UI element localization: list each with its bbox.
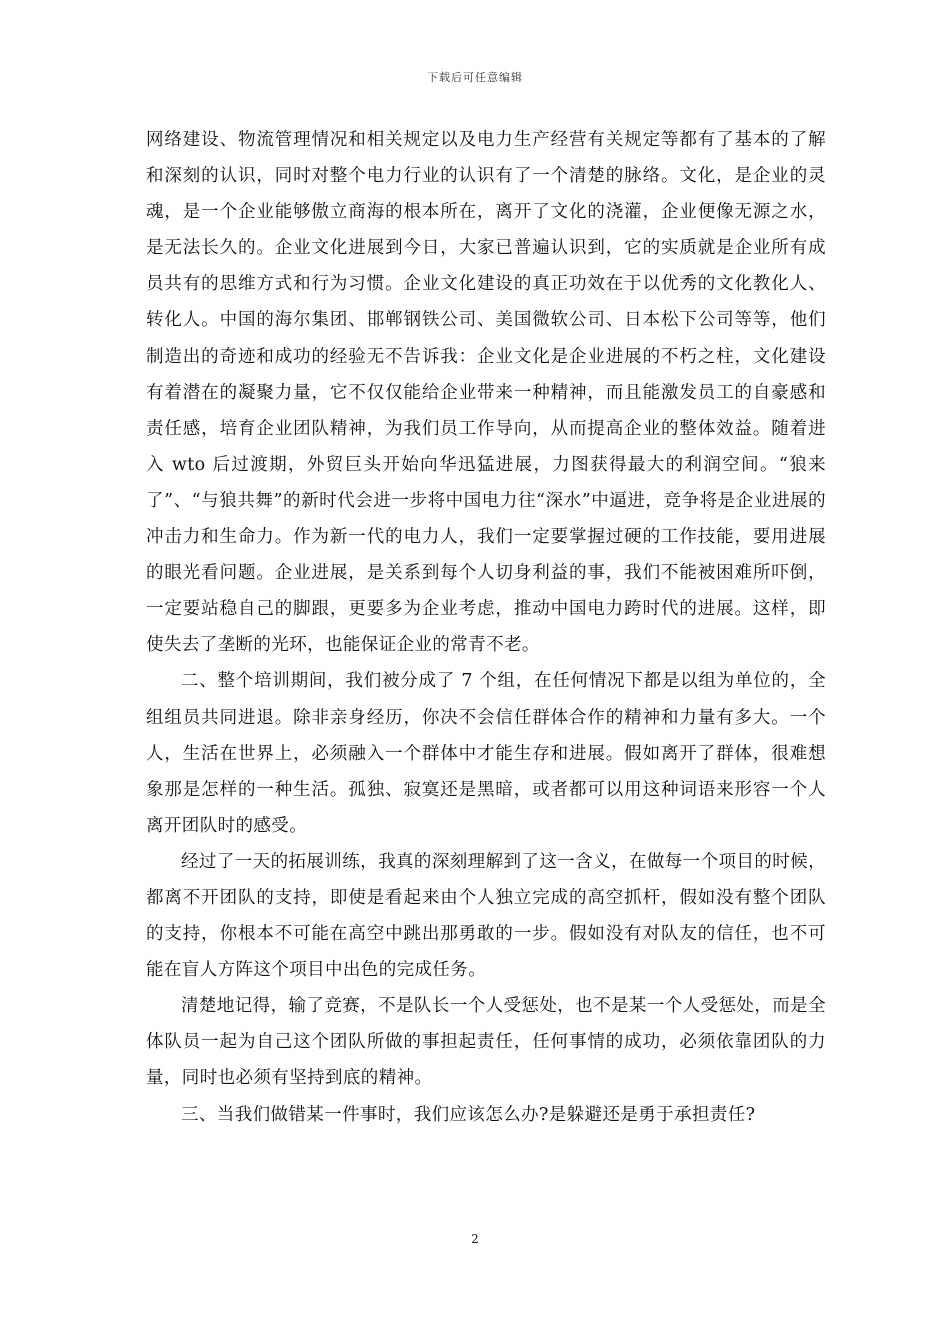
- page-header: 下载后可任意编辑: [427, 71, 523, 84]
- paragraph-section-three: 三、当我们做错某一件事时，我们应该怎么办?是躲避还是勇于承担责任?: [181, 1104, 756, 1125]
- paragraph-training-reflection: 经过了一天的拓展训练，我真的深刻理解到了这一含义，在做每一个项目的时候，都离不开团队的支持，即使是看起来由个人独立完成的高空抓杆，假如没有整个团队的支持，你根本不可能在高空中跳出那勇敢的一步。假如没有对队友的信任，也不可能在盲人方阵这个项目中出色的完成任务。: [146, 851, 826, 981]
- document-body: [146, 122, 826, 1133]
- page-number: 2: [471, 1232, 479, 1246]
- paragraph-continuation: 网络建设、物流管理情况和相关规定以及电力生产经营有关规定等都有了基本的了解和深刻的认识，同时对整个电力行业的认识有了一个清楚的脉络。文化，是企业的灵魂，是一个企业能够傲立商海的根本所在，离开了文化的浇灌，企业便像无源之水，是无法长久的。企业文化进展到今日，大家已普遍认识到，它的实质就是企业所有成员共有的思维方式和行为习惯。企业文化建设的真正功效在于以优秀的文化教化人、转化人。中国的海尔集团、邯郸钢铁公司、美国微软公司、日本松下公司等等，他们制造出的奇迹和成功的经验无不告诉我：企业文化是企业进展的不朽之柱，文化建设有着潜在的凝聚力量，它不仅仅能给企业带来一种精神，而且能激发员工的自豪感和责任感，培育企业团队精神，为我们员工作导向，从而提高企业的整体效益。随着进入 wto 后过渡期，外贸巨头开始向华迅猛进展，力图获得最大的利润空间。“狼来了”、“与狼共舞”的新时代会进一步将中国电力往“深水”中逼进，竞争将是企业进展的冲击力和生命力。作为新一代的电力人，我们一定要掌握过硬的工作技能，要用进展的眼光看问题。企业进展，是关系到每个人切身利益的事，我们不能被困难所吓倒，一定要站稳自己的脚跟，更要多为企业考虑，推动中国电力跨时代的进展。这样，即使失去了垄断的光环，也能保证企业的常青不老。: [146, 130, 826, 656]
- paragraph-section-two: 二、整个培训期间，我们被分成了 7 个组，在任何情况下都是以组为单位的，全组组员共同进退。除非亲身经历，你决不会信任群体合作的精神和力量有多大。一个人，生活在世界上，必须融入一个群体中才能生存和进展。假如离开了群体，很难想象那是怎样的一种生活。孤独、寂寞还是黑暗，或者都可以用这种词语来形容一个人离开团队时的感受。: [146, 671, 826, 836]
- paragraph-responsibility: 清楚地记得，输了竞赛，不是队长一个人受惩处，也不是某一个人受惩处，而是全体队员一起为自己这个团队所做的事担起责任，任何事情的成功，必须依靠团队的力量，同时也必须有坚持到底的精神。: [146, 996, 826, 1089]
